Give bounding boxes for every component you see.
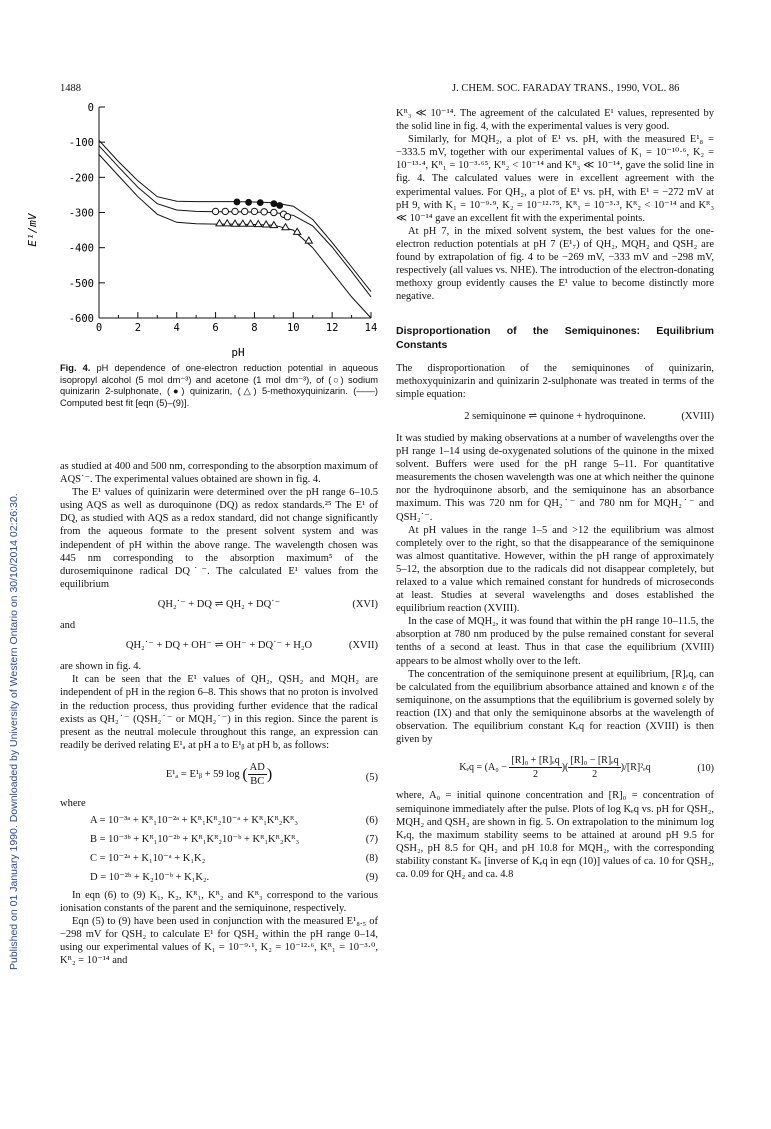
x-tick-label: 10 xyxy=(286,322,300,334)
open-triangle-point xyxy=(239,220,246,226)
caption-label: Fig. 4. xyxy=(60,363,91,373)
equation-10-rhs: )/[R]²ₑq xyxy=(620,762,651,774)
open-triangle-point xyxy=(282,224,289,230)
equation-10-numerator-2: [R]₀ − [R]ₑq xyxy=(568,754,620,768)
left-column xyxy=(60,460,378,967)
equation-5-numerator: AD xyxy=(248,761,267,775)
x-tick-label: 2 xyxy=(134,322,142,334)
right-paragraph-2: Similarly, for MQH₂, a plot of E¹ vs. pH, with the measured E¹₈ = −333.5 mV, together with our experimental values of K₁ = 10⁻¹⁰·⁶, K₂ = 10⁻¹³·⁴, Kᴿ₁ = 10⁻³·⁶⁵, Kᴿ₂ < 10⁻¹⁴ and Kᴿ₃ ≪ 10⁻¹⁴, gave the solid line in fig. 4. The calculated values were in excellent agreement with the experimental values. For QH₂, a plot of E¹ vs. pH, with E¹ = −272 mV at pH 9, with K₁ = 10⁻⁹·⁹, K₂ = 10⁻¹²·⁷⁵, Kᴿ₁ = 10⁻³·³, Kᴿ₂ < 10⁻¹⁴ and Kᴿ₃ ≪ 10⁻¹⁴ gave an excellent fit with the experimental points. xyxy=(396,134,714,224)
equation-xvii xyxy=(60,639,378,652)
equation-10 xyxy=(396,754,714,781)
equation-xvii-body: QH₂˙⁻ + DQ + OH⁻ ⇌ OH⁻ + DQ˙⁻ + H₂O xyxy=(125,640,313,652)
equation-5-denominator: BC xyxy=(250,775,265,787)
left-paragraph-2: The E¹ values of quinizarin were determined over the pH range 6–10.5 using AQS as well as duroquinone (DQ) as redox standards.²⁵ The E¹ of DQ, as studied with AQS as a redox standard, did not change significantly from the aqueous formate to the present solvent system and was independent of pH within the above range. The wavelength chosen was 445 nm corresponding to the absorption maximum⁵ of the durosemiquinone radical DQ˙⁻. The calculated E¹ values from the equilibrium xyxy=(60,487,378,590)
download-watermark xyxy=(8,120,24,980)
data-markers xyxy=(212,199,312,244)
open-triangle-point xyxy=(231,220,238,226)
right-paragraph-5: It was studied by making observations at a number of wavelengths over the pH range 1–14 using de-oxygenated solutions of the quinone in the mixed solvent. Buffers were used for the pH range 5–11. For quantitative measurements the chosen wavelength was one at which neither the quinone nor the hydroquinone absorb, and the semiquinone has an absorbance maximum. This was 720 nm for QH₂˙⁻ and 780 nm for MQH₂˙⁻ and QSH₂˙⁻. xyxy=(396,432,714,523)
equation-8-body: C = 10⁻²ᵃ + K₁10⁻ᵃ + K₁K₂ xyxy=(90,853,206,865)
equation-10-denominator-2: 2 xyxy=(592,769,598,781)
equation-xvi xyxy=(60,598,378,611)
open-triangle-point xyxy=(255,221,262,227)
open-triangle-point xyxy=(216,220,223,226)
equation-5: E¹ₐ = E¹ᵦ + 59 log ( $\frac{AD}{BC}$ ) (5) xyxy=(165,761,378,787)
filled-circle-point xyxy=(234,199,241,206)
filled-circle-point xyxy=(245,199,252,206)
open-triangle-point xyxy=(247,220,254,226)
equation-xvi-body: QH₂˙⁻ + DQ ⇌ QH₂ + DQ˙⁻ xyxy=(157,598,281,610)
open-circle-point xyxy=(212,208,218,214)
right-paragraph-6: At pH values in the range 1–5 and >12 the equilibrium was almost completely over to the right, so that the disappearance of the semiquinone was almost quantitative. However, within the pH range of approximately 5–12, the absorption due to the radicals did not disappear completely, but relaxed to a value which remained constant for hundreds of microseconds at least. Studies at several wavelengths and doses established the equilibrium reaction (XVIII). xyxy=(396,524,714,615)
equation-10-numerator-1: [R]₀ + [R]ₑq xyxy=(509,754,561,768)
equation-6-number: (6) xyxy=(365,815,378,827)
open-triangle-point xyxy=(224,220,231,226)
equation-5-number: (5) xyxy=(365,771,378,783)
chart-axes xyxy=(69,102,378,334)
left-paragraph-6: Eqn (5) to (9) have been used in conjunction with the measured E¹₈.₅ of −298 mV for QSH₂ to calculate E¹ for QSH₂ within the pH range 0–14, using our experimental values of K₁ = 10⁻⁹·¹, K₂ = 10⁻¹²·⁶, Kᴿ₁ = 10⁻³·⁰, Kᴿ₂ = 10⁻¹⁴ and xyxy=(60,915,378,966)
equation-7 xyxy=(60,833,378,846)
x-tick-label: 14 xyxy=(364,322,378,334)
journal-header: J. CHEM. SOC. FARADAY TRANS., 1990, VOL. 86 xyxy=(452,83,680,94)
y-tick-label: -500 xyxy=(68,277,94,290)
open-circle-point xyxy=(261,209,267,215)
x-tick-label: 6 xyxy=(212,322,219,334)
left-paragraph-5: In eqn (6) to (9) K₁, K₂, Kᴿ₁, Kᴿ₂ and Kᴿ₃ correspond to the various ionisation constants of the parent and the semiquinone, respectively. xyxy=(60,889,378,914)
and-text: and xyxy=(60,620,76,632)
right-paragraph-3: At pH 7, in the mixed solvent system, the best values for the one-electron reduction potentials at pH 7 (E¹₇) of QH₂, MQH₂ and QSH₂ are found by extrapolation of fig. 4 to be −269 mV, −333 mV and −298 mV, respectively (all values vs. NHE). The introduction of the electron-donating methoxy group evidently causes the E¹ value to become distinctly more negative. xyxy=(396,225,714,303)
right-paragraph-7: In the case of MQH₂, it was found that within the pH range 10–11.5, the absorption at 780 nm produced by the pulse remained constant for several tenths of a second at least. Thus in that case the equilibrium (XVIII) appears to be almost wholly over to the left. xyxy=(396,616,714,667)
open-circle-point xyxy=(284,214,290,220)
right-paragraph-1: Kᴿ₃ ≪ 10⁻¹⁴. The agreement of the calculated E¹ values, represented by the solid line in fig. 4, with the experimental values is very good. xyxy=(396,108,714,133)
figure-caption xyxy=(60,363,378,409)
open-triangle-point xyxy=(305,237,312,243)
filled-circle-point xyxy=(257,199,264,206)
y-tick-label: -200 xyxy=(68,172,94,185)
open-circle-point xyxy=(232,208,238,214)
equation-7-number: (7) xyxy=(365,834,378,846)
equation-xviii-number: (XVIII) xyxy=(681,410,714,422)
fit-lines xyxy=(99,140,371,318)
filled-circle-point xyxy=(270,200,277,207)
where-text: where xyxy=(60,798,86,810)
right-column xyxy=(396,107,714,881)
equation-9 xyxy=(60,871,378,884)
filled-circle-point xyxy=(276,202,283,209)
right-paragraph-9: where, A₀ = initial quinone concentration and [R]₀ = concentration of semiquinone immediately after the pulse. Plots of log Kₑq vs. pH for QSH₂, MQH₂ and QSH₂ are shown in fig. 5. On extrapolation to the minimum log Kₑq, the maximum stability seems to be attained at around pH 9.5 for QSH₂, pH 8.5 for QH₂ and pH 10.8 for MQH₂, with the corresponding stability constant Kₛ [inverse of Kₑq in eqn (10)] values of ca. 10 for QSH₂, ca. 0.09 for QH₂ and ca. 4.8 xyxy=(396,790,714,880)
open-circle-point xyxy=(242,208,248,214)
left-paragraph-3: are shown in fig. 4. xyxy=(60,661,142,673)
x-axis-label: pH xyxy=(231,346,245,359)
watermark-text: Published on 01 January 1990. Downloaded by University of Western Ontario on 30/10/2014 02:26:30. xyxy=(8,493,20,970)
equation-5-fraction xyxy=(248,761,267,788)
y-tick-label: -400 xyxy=(68,242,94,255)
equation-10-lhs: Kₑq = (A₀ − xyxy=(459,762,507,774)
x-tick-label: 12 xyxy=(325,322,339,334)
open-circle-point xyxy=(251,208,257,214)
right-paragraph-4: The disproportionation of the semiquinones of quinizarin, methoxyquinizarin and quinizarin 2-sulphonate was treated in terms of the simple equation: xyxy=(396,362,714,400)
equation-8 xyxy=(60,852,378,865)
equation-6 xyxy=(60,814,378,827)
equation-6-body: A = 10⁻³ᵃ + Kᴿ₁10⁻²ᵃ + Kᴿ₁Kᴿ₂10⁻ᵃ + Kᴿ₁Kᴿ₂Kᴿ₃ xyxy=(90,815,298,827)
fit-line-0 xyxy=(99,140,371,291)
x-tick-label: 4 xyxy=(173,322,180,334)
y-tick-label: -600 xyxy=(68,313,94,325)
equation-9-body: D = 10⁻²ᵇ + K₂10⁻ᵇ + K₁K₂. xyxy=(90,872,210,884)
caption-text: pH dependence of one-electron reduction potential in aqueous isopropyl alcohol (5 mol dm⁻³) and acetone (1 mol dm⁻³), of (○) sodium quinizarin 2-sulphonate, (●) quinizarin, (△) 5-methoxyquinizarin. (——) Computed best fit [eqn (5)–(9)]. xyxy=(60,363,378,408)
equation-xvi-number: (XVI) xyxy=(352,598,378,610)
equation-5-lhs: E¹ₐ = E¹ᵦ + 59 log xyxy=(165,768,240,780)
section-heading: Disproportionation of the Semiquinones: Equilibrium Constants xyxy=(396,325,714,351)
left-paragraph-1: as studied at 400 and 500 nm, corresponding to the absorption maximum of AQS˙⁻. The experimental values obtained are shown in fig. 4. xyxy=(60,461,378,486)
y-tick-label: -100 xyxy=(68,137,94,150)
equation-9-number: (9) xyxy=(365,872,378,884)
y-tick-label: -300 xyxy=(68,207,94,220)
equation-xvii-number: (XVII) xyxy=(348,640,378,652)
open-triangle-point xyxy=(262,221,269,227)
equation-xviii xyxy=(396,410,714,423)
open-circle-point xyxy=(222,208,228,214)
equation-7-body: B = 10⁻³ᵇ + Kᴿ₁10⁻²ᵇ + Kᴿ₁Kᴿ₂10⁻ᵇ + Kᴿ₁Kᴿ₂Kᴿ₃ xyxy=(90,834,300,846)
fit-line-2 xyxy=(99,155,371,319)
equation-10-middle: )( xyxy=(561,762,569,774)
open-circle-point xyxy=(271,209,277,215)
figure-4-chart xyxy=(26,100,376,365)
y-tick-label: 0 xyxy=(87,102,94,114)
x-tick-label: 0 xyxy=(95,322,103,334)
right-paragraph-8: The concentration of the semiquinone present at equilibrium, [R]ₑq, can be calculated from the equilibrium absorbance attained and known ε of the semiquinone, on the assumptions that the equilibrium is governed solely by reaction (IX) and that only the semiquinone absorbs at the wavelength of observation. The equilibrium constant Kₑq for reaction (XVIII) is then given by xyxy=(396,668,714,746)
equation-10-number: (10) xyxy=(697,763,714,775)
equation-xviii-body: 2 semiquinone ⇌ quinone + hydroquinone. xyxy=(464,410,646,422)
equation-10-denominator-1: 2 xyxy=(533,769,539,781)
page-number: 1488 xyxy=(60,83,81,94)
y-axis-label: E¹/mV xyxy=(26,213,39,247)
left-paragraph-4: It can be seen that the E¹ values of QH₂, QSH₂ and MQH₂ are independent of pH in the region 6–8. This shows that no proton is involved in the reduction process, thus providing further evidence that the radical exists as QH₂˙⁻ (QSH₂˙⁻ or MQH₂˙⁻) in this region. Since the parent is present as the neutral molecule throughout this range, an expression can readily be derived relating E¹ₐ at pH a to E¹ᵦ at pH b, as follows: xyxy=(60,674,378,751)
x-tick-label: 8 xyxy=(251,322,258,334)
equation-8-number: (8) xyxy=(365,853,378,865)
